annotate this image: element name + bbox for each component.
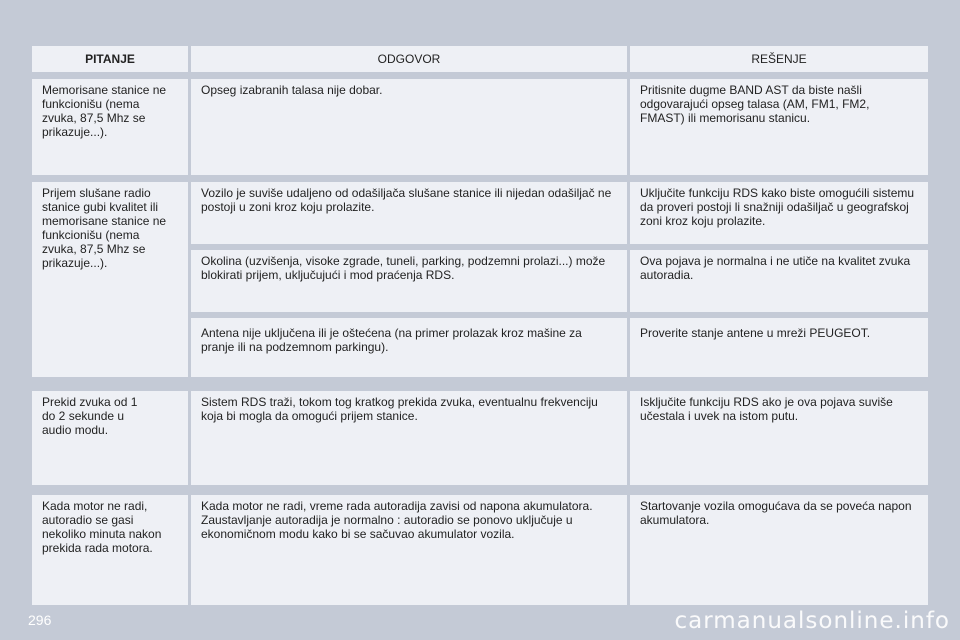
row-1-answer: Opseg izabranih talasa nije dobar. (191, 79, 627, 175)
row-2-solution-2: Ova pojava je normalna i ne utiče na kvalitet zvuka autoradia. (630, 250, 928, 312)
row-4-solution: Startovanje vozila omogućava da se poveća napon akumulatora. (630, 495, 928, 605)
row-1-question: Memorisane stanice ne funkcionišu (nema zvuka, 87,5 Mhz se prikazuje...). (32, 79, 188, 175)
row-1-solution: Pritisnite dugme BAND AST da biste našli odgovarajući opseg talasa (AM, FM1, FM2, FMAST) ili memorisanu stanicu. (630, 79, 928, 175)
row-3-answer: Sistem RDS traži, tokom tog kratkog prekida zvuka, eventualnu frekvenciju koja bi mogla da omogući prijem stanice. (191, 391, 627, 485)
row-2-solution-3: Proverite stanje antene u mreži PEUGEOT. (630, 318, 928, 377)
row-2-answer-2: Okolina (uzvišenja, visoke zgrade, tuneli, parking, podzemni prolazi...) može blokirati prijem, uključujući i mod praćenja RDS. (191, 250, 627, 312)
header-answer: ODGOVOR (191, 46, 627, 72)
row-3-solution: Isključite funkciju RDS ako je ova pojava suviše učestala i uvek na istom putu. (630, 391, 928, 485)
page-number: 296 (28, 612, 52, 628)
row-2-answer-3: Antena nije uključena ili je oštećena (na primer prolazak kroz mašine za pranje ili na podzemnom parkingu). (191, 318, 627, 377)
row-2-answer-1: Vozilo je suviše udaljeno od odašiljača slušane stanice ili nijedan odašiljač ne postoji u zoni kroz koju prolazite. (191, 182, 627, 244)
row-4-answer: Kada motor ne radi, vreme rada autoradija zavisi od napona akumulatora. Zaustavljanje autoradija je normalno : autoradio se ponovo uključuje u ekonomičnom modu kako bi se sačuvao akumulator vozila. (191, 495, 627, 605)
row-3-question: Prekid zvuka od 1 do 2 sekunde u audio modu. (32, 391, 188, 485)
watermark: carmanualsonline.info (674, 608, 950, 634)
row-4-question: Kada motor ne radi, autoradio se gasi nekoliko minuta nakon prekida rada motora. (32, 495, 188, 605)
header-solution: REŠENJE (630, 46, 928, 72)
header-question: PITANJE (32, 46, 188, 72)
row-2-solution-1: Uključite funkciju RDS kako biste omogućili sistemu da proveri postoji li snažniji odašiljač u geografskoj zoni kroz koju prolazite. (630, 182, 928, 244)
row-2-question: Prijem slušane radio stanice gubi kvalitet ili memorisane stanice ne funkcionišu (nema zvuka, 87,5 Mhz se prikazuje...). (32, 182, 188, 377)
